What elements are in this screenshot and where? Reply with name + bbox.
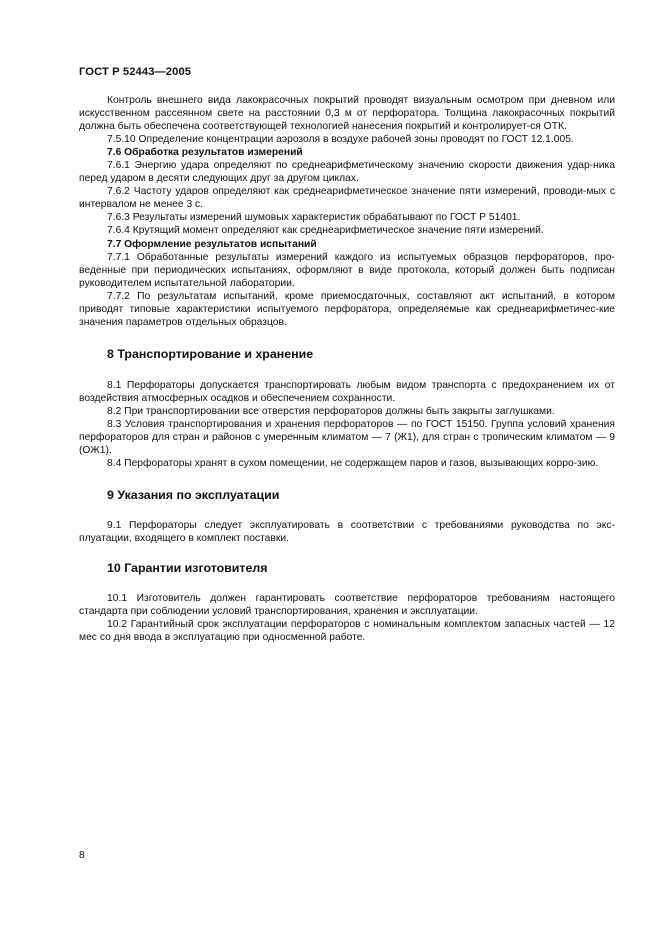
paragraph-10-1: 10.1 Изготовитель должен гарантировать соответствие перфораторов требованиям настоящего стандарта при соблюдении условий транспортирования, хранения и эксплуатации.	[79, 593, 615, 618]
paragraph-7-7-1: 7.7.1 Обработанные результаты измерений каждого из испытуемых образцов перфораторов, про-веденные при периодических испытаниях, оформляют в виде протокола, который должен быть подписан руководителем испытательной лаборатории.	[79, 251, 615, 289]
paragraph-8-1: 8.1 Перфораторы допускается транспортировать любым видом транспорта с предохранением их от воздействия атмосферных осадков и обеспечением сохранности.	[79, 379, 615, 404]
paragraph-7-6-1: 7.6.1 Энергию удара определяют по среднеарифметическому значению скорости движения удар-ника перед ударом в десяти следующих друг за другом циклах.	[79, 160, 615, 185]
paragraph-10-2: 10.2 Гарантийный срок эксплуатации перфораторов с номинальным комплектом запасных частей — 12 мес со дня ввода в эксплуатацию при односменной работе.	[79, 619, 615, 644]
section-heading-8: 8 Транспортирование и хранение	[107, 346, 314, 361]
paragraph-7-6-2: 7.6.2 Частоту ударов определяют как среднеарифметическое значение пяти измерений, проводи-мых с интервалом не менее 3 с.	[79, 186, 615, 211]
paragraph-visual-control: Контроль внешнего вида лакокрасочных покрытий проводят визуальным осмотром при дневном или искусственном рассеянном свете на расстоянии 0,3 м от перфоратора. Толщина лакокрасочных покрытий должна быть обеспечена соответствующей технологией нанесения покрытий и контролирует-ся ОТК.	[79, 95, 615, 133]
page-number: 8	[79, 850, 85, 861]
paragraph-7-6-3: 7.6.3 Результаты измерений шумовых характеристик обрабатывают по ГОСТ Р 51401.	[107, 212, 521, 224]
paragraph-8-3: 8.3 Условия транспортирования и хранения перфораторов — по ГОСТ 15150. Группа условий хранения перфораторов для стран и районов с умеренным климатом — 7 (Ж1), для стран с тропическим климатом — 9 (ОЖ1).	[79, 418, 615, 457]
section-heading-9: 9 Указания по эксплуатации	[107, 488, 280, 503]
document-body	[79, 94, 615, 644]
subsection-heading-7-7: 7.7 Оформление результатов испытаний	[107, 238, 317, 250]
paragraph-9-1: 9.1 Перфораторы следует эксплуатировать в соответствии с требованиями руководства по экс-плуатации, входящего в комплект поставки.	[79, 520, 615, 545]
paragraph-7-6-4: 7.6.4 Крутящий момент определяют как среднеарифметическое значение пяти измерений.	[107, 225, 544, 237]
paragraph-8-2: 8.2 При транспортировании все отверстия перфораторов должны быть закрыты заглушками.	[107, 405, 555, 417]
section-heading-10: 10 Гарантии изготовителя	[107, 561, 268, 576]
paragraph-7-7-2: 7.7.2 По результатам испытаний, кроме приемосдаточных, составляют акт испытаний, в котором приводят типовые характеристики испытуемого перфоратора, определяемые как среднеарифметичес-кие значения параметров отдельных образцов.	[79, 290, 615, 328]
paragraph-7-5-10: 7.5.10 Определение концентрации аэрозоля в воздухе рабочей зоны проводят по ГОСТ 12.1.005.	[107, 134, 574, 146]
paragraph-8-4: 8.4 Перфораторы хранят в сухом помещении, не содержащем паров и газов, вызывающих корро-зию.	[107, 458, 599, 470]
subsection-heading-7-6: 7.6 Обработка результатов измерений	[107, 147, 303, 159]
document-header: ГОСТ Р 52443—2005	[79, 66, 192, 78]
